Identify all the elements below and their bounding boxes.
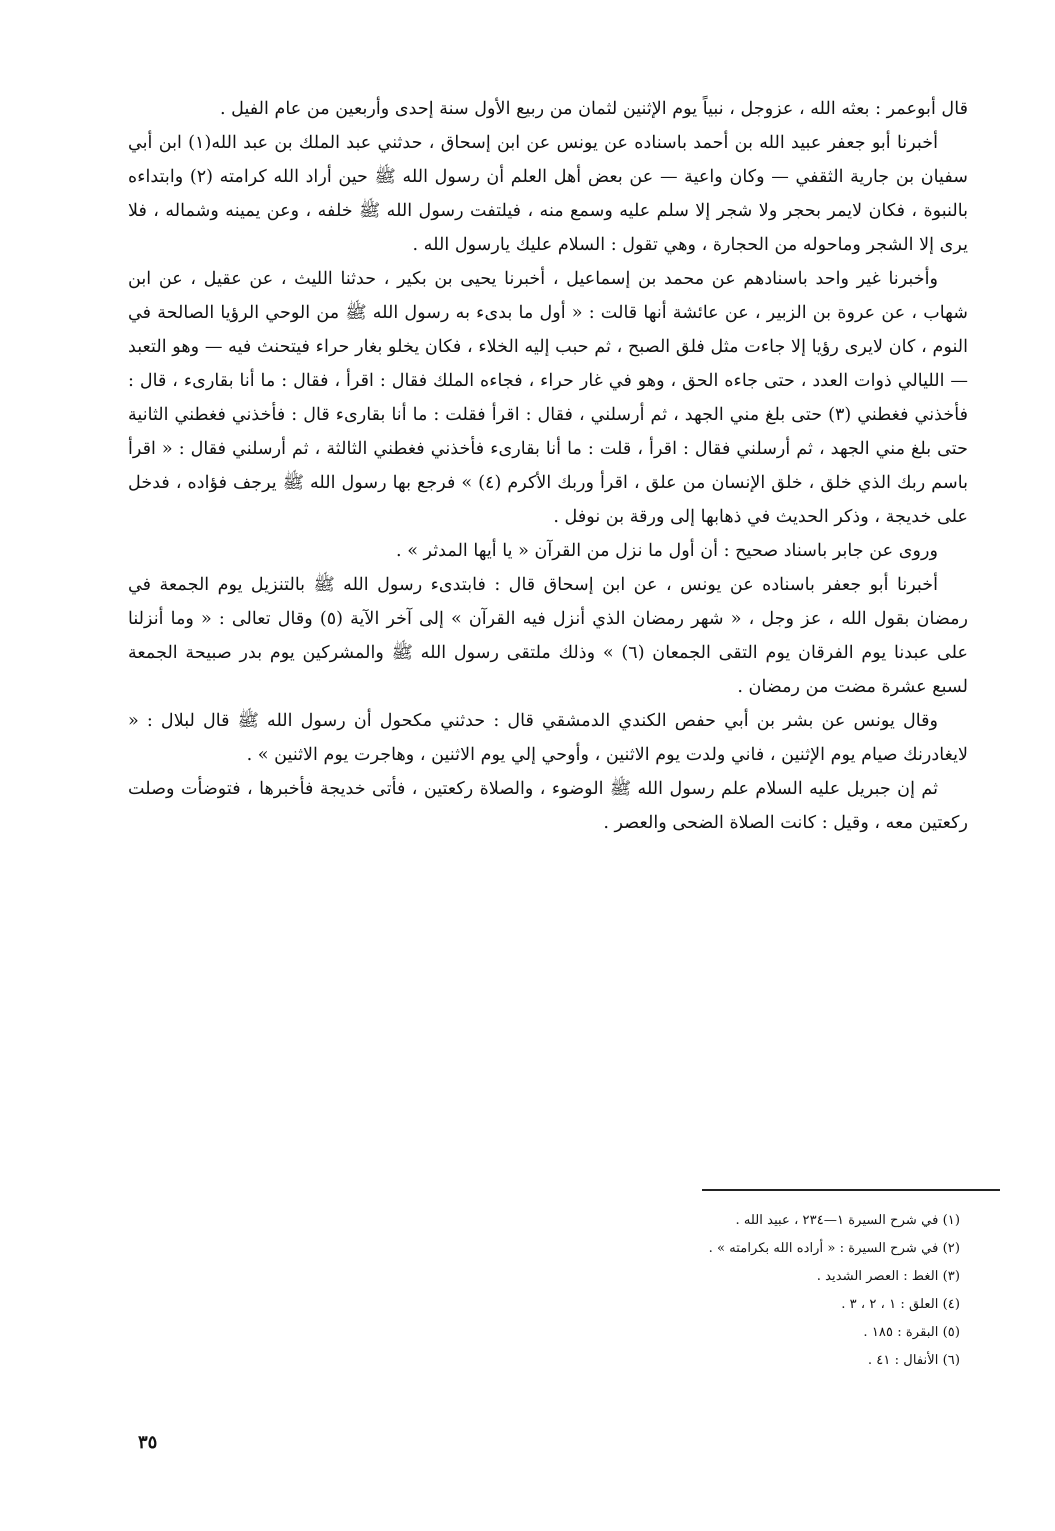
footnote: (٦) الأنفال : ٤١ . (867, 1353, 960, 1368)
paragraph: وأخبرنا غير واحد باسنادهم عن محمد بن إسماعيل ، أخبرنا يحيى بن بكير ، حدثنا الليث ، عن عقيل ، عن ابن شهاب ، عن عروة بن الزبير ، عن عائشة أنها قالت : « أول ما بدىء به رسول الله ﷺ من الوحي الرؤيا الصالحة في النوم ، كان لايرى رؤيا إلا جاءت مثل فلق الصبح ، ثم حبب إليه الخلاء ، فكان يخلو بغار حراء فيتحنث فيه — وهو التعبد — الليالي ذوات العدد ، حتى جاءه الحق ، وهو في غار حراء ، فجاءه الملك فقال : اقرأ ، فقال : ما أنا بقارىء ، قال : فأخذني فغطني (٣) حتى بلغ مني الجهد ، ثم أرسلني ، فقال : اقرأ فقلت : ما أنا بقارىء قال : فأخذني فغطني الثانية حتى بلغ مني الجهد ، ثم أرسلني فقال : اقرأ ، قلت : ما أنا بقارىء فأخذني فغطني الثالثة ، ثم أرسلني فقال : « اقرأ باسم ربك الذي خلق ، خلق الإنسان من علق ، اقرأ وربك الأكرم (٤) » فرجع بها رسول الله ﷺ يرجف فؤاده ، فدخل على خديجة ، وذكر الحديث في ذهابها إلى ورقة بن نوفل . (128, 269, 968, 527)
footnote-separator (702, 1189, 1000, 1191)
paragraph: وقال يونس عن بشر بن أبي حفص الكندي الدمشقي قال : حدثني مكحول أن رسول الله ﷺ قال لبلال : « لايغادرنك صيام يوم الإثنين ، فاني ولدت يوم الاثنين ، وأوحي إلي يوم الاثنين ، وهاجرت يوم الاثنين » . (128, 711, 968, 765)
footnote: (٢) في شرح السيرة : « أراده الله بكرامته » . (708, 1241, 960, 1256)
footnote: (٣) الغط : العصر الشديد . (816, 1269, 960, 1284)
page-number: ٣٥ (138, 1432, 158, 1453)
footnote: (٥) البقرة : ١٨٥ . (863, 1325, 960, 1340)
paragraph: أخبرنا أبو جعفر عبيد الله بن أحمد باسناده عن يونس عن ابن إسحاق ، حدثني عبد الملك بن عبد الله(١) ابن أبي سفيان بن جارية الثقفي — وكان واعية — عن بعض أهل العلم أن رسول الله ﷺ حين أراد الله كرامته (٢) وابتداءه بالنبوة ، فكان لايمر بحجر ولا شجر إلا سلم عليه وسمع منه ، فيلتفت رسول الله ﷺ خلفه ، وعن يمينه وشماله ، فلا يرى إلا الشجر وماحوله من الحجارة ، وهي تقول : السلام عليك يارسول الله . (128, 133, 968, 255)
footnote: (١) في شرح السيرة ١—٢٣٤ ، عبيد الله . (735, 1213, 960, 1228)
paragraph: قال أبوعمر : بعثه الله ، عزوجل ، نبياً يوم الإثنين لثمان من ربيع الأول سنة إحدى وأربعين من عام الفيل . (219, 99, 968, 119)
paragraph: وروى عن جابر باسناد صحيح : أن أول ما نزل من القرآن « يا أيها المدثر » . (396, 541, 938, 561)
page-body (128, 92, 968, 840)
footnotes (560, 1207, 960, 1375)
footnote: (٤) العلق : ١ ، ٢ ، ٣ . (841, 1297, 960, 1312)
paragraph: أخبرنا أبو جعفر باسناده عن يونس ، عن ابن إسحاق قال : فابتدىء رسول الله ﷺ بالتنزيل يوم الجمعة في رمضان بقول الله ، عز وجل ، « شهر رمضان الذي أنزل فيه القرآن » إلى آخر الآية (٥) وقال تعالى : « وما أنزلنا على عبدنا يوم الفرقان يوم التقى الجمعان (٦) » وذلك ملتقى رسول الله ﷺ والمشركين يوم بدر صبيحة الجمعة لسبع عشرة مضت من رمضان . (128, 575, 968, 697)
paragraph: ثم إن جبريل عليه السلام علم رسول الله ﷺ الوضوء ، والصلاة ركعتين ، فأتى خديجة فأخبرها ، فتوضأت وصلت ركعتين معه ، وقيل : كانت الصلاة الضحى والعصر . (128, 779, 968, 833)
